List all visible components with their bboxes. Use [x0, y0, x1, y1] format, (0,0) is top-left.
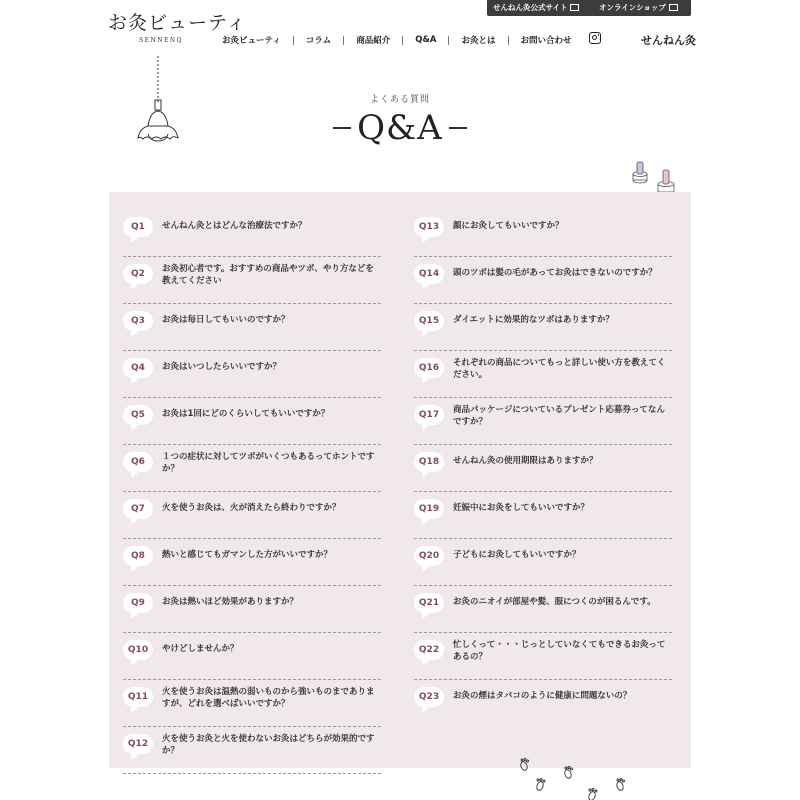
qa-number-badge: Q10 [123, 640, 153, 660]
qa-question: 熱いと感じてもガマンした方がいいですか？ [162, 550, 333, 560]
qa-number-badge: Q4 [123, 358, 153, 378]
qa-item-q7[interactable] [123, 492, 381, 539]
nav-item-contact[interactable]: お問い合わせ [520, 36, 572, 46]
qa-number-badge: Q2 [123, 264, 153, 284]
page-subtitle: よくある質問 [369, 95, 430, 105]
qa-item-q23[interactable] [414, 680, 672, 726]
qa-list-left [123, 210, 381, 774]
qa-number-badge: Q18 [414, 452, 444, 472]
qa-number-badge: Q1 [123, 217, 153, 237]
qa-question: 妊娠中にお灸をしてもいいですか？ [453, 503, 590, 513]
qa-number-badge: Q16 [414, 358, 444, 378]
qa-item-q8[interactable] [123, 539, 381, 586]
qa-number-badge: Q8 [123, 546, 153, 566]
brand-link[interactable]: せんねん灸 [641, 34, 696, 47]
qa-number-badge: Q5 [123, 405, 153, 425]
main-nav [222, 33, 572, 47]
qa-item-q5[interactable] [123, 398, 381, 445]
qa-question: 忙しくって・・・じっとしていなくてもできるお灸ってあるの？ [453, 640, 666, 662]
online-shop-label: オンラインショップ [599, 3, 666, 12]
instagram-icon[interactable] [589, 32, 601, 44]
qa-question: ダイエットに効果的なツボはありますか？ [453, 315, 614, 325]
nav-item-okyu-beauty[interactable]: お灸ビューティ [222, 36, 281, 46]
logo-text: お灸ビューティ [108, 12, 247, 34]
qa-item-q1[interactable] [123, 210, 381, 257]
qa-item-q10[interactable] [123, 633, 381, 680]
qa-item-q11[interactable] [123, 680, 381, 727]
qa-item-q6[interactable] [123, 445, 381, 492]
qa-number-badge: Q14 [414, 264, 444, 284]
nav-item-about[interactable]: お灸とは [461, 36, 496, 46]
nav-divider [402, 36, 403, 45]
qa-question: せんねん灸とはどんな治療法ですか？ [162, 221, 307, 231]
footprints-illustration [516, 758, 636, 800]
qa-item-q13[interactable] [414, 210, 672, 257]
qa-number-badge: Q23 [414, 687, 444, 707]
qa-number-badge: Q6 [123, 452, 153, 472]
qa-number-badge: Q17 [414, 405, 444, 425]
page-title-wrap [0, 108, 800, 148]
qa-item-q4[interactable] [123, 351, 381, 398]
qa-item-q2[interactable] [123, 257, 381, 304]
qa-number-badge: Q21 [414, 593, 444, 613]
nav-item-column[interactable]: コラム [305, 36, 332, 46]
nav-divider [293, 36, 294, 45]
qa-item-q3[interactable] [123, 304, 381, 351]
qa-number-badge: Q15 [414, 311, 444, 331]
qa-question: 子どもにお灸してもいいですか？ [453, 550, 581, 560]
qa-question: やけどしませんか？ [162, 644, 239, 654]
official-site-button[interactable] [487, 0, 595, 16]
qa-question: 頭のツボは髪の毛があってお灸はできないのですか？ [453, 268, 657, 278]
qa-question: 火を使うお灸は温熱の弱いものから強いものまでありますが、どれを選べばいいですか？ [162, 687, 375, 709]
qa-number-badge: Q11 [123, 687, 153, 707]
qa-item-q22[interactable] [414, 633, 672, 680]
qa-item-q12[interactable] [123, 727, 381, 774]
qa-item-q17[interactable] [414, 398, 672, 445]
qa-item-q19[interactable] [414, 492, 672, 539]
qa-question: お灸の煙はタバコのように健康に問題ないの？ [453, 691, 632, 701]
qa-number-badge: Q7 [123, 499, 153, 519]
online-shop-button[interactable] [593, 0, 691, 16]
site-logo[interactable] [108, 8, 247, 46]
external-window-icon [570, 4, 579, 11]
qa-number-badge: Q20 [414, 546, 444, 566]
qa-panel [109, 192, 691, 768]
qa-number-badge: Q12 [123, 734, 153, 754]
qa-number-badge: Q19 [414, 499, 444, 519]
qa-number-badge: Q13 [414, 217, 444, 237]
qa-question: お灸初心者です。おすすめの商品やツボ、やり方などを教えてください [162, 264, 374, 286]
nav-item-qa[interactable]: Q&A [415, 35, 437, 45]
qa-question: 商品パッケージについているプレゼント応募券ってなんですか？ [453, 405, 665, 427]
qa-item-q14[interactable] [414, 257, 672, 304]
nav-item-products[interactable]: 商品紹介 [356, 36, 391, 46]
title-dash-left [333, 127, 351, 128]
qa-number-badge: Q3 [123, 311, 153, 331]
qa-question: お灸はいつしたらいいですか？ [162, 362, 282, 372]
qa-question: 火を使うお灸と火を使わないお灸はどちらが効果的ですか？ [162, 734, 375, 756]
qa-question: お灸は毎日してもいいのですか？ [162, 315, 290, 325]
qa-number-badge: Q22 [414, 640, 444, 660]
qa-list-right [414, 210, 672, 726]
nav-divider [508, 36, 509, 45]
external-window-icon [669, 4, 678, 11]
qa-item-q18[interactable] [414, 445, 672, 492]
qa-item-q20[interactable] [414, 539, 672, 586]
qa-item-q16[interactable] [414, 351, 672, 398]
qa-item-q15[interactable] [414, 304, 672, 351]
title-dash-right [449, 127, 467, 128]
qa-question: １つの症状に対してツボがいくつもあるってホントですか？ [162, 452, 375, 474]
qa-item-q9[interactable] [123, 586, 381, 633]
qa-question: 顔にお灸してもいいですか？ [453, 221, 564, 231]
qa-item-q21[interactable] [414, 586, 672, 633]
qa-question: お灸は1回にどのくらいしてもいいですか？ [162, 409, 330, 419]
qa-question: お灸は熱いほど効果がありますか？ [162, 597, 299, 607]
nav-divider [343, 36, 344, 45]
official-site-label: せんねん灸公式サイト [493, 3, 568, 12]
page-title: Q&A [357, 108, 443, 148]
qa-question: お灸のニオイが部屋や髪、服につくのが困るんです。 [453, 597, 656, 607]
nav-divider [448, 36, 449, 45]
logo-subtext: SENNENQ [139, 37, 184, 44]
qa-question: それぞれの商品についてもっと詳しい使い方を教えてください。 [453, 358, 666, 380]
qa-number-badge: Q9 [123, 593, 153, 613]
qa-question: 火を使うお灸は、火が消えたら終わりですか？ [162, 503, 341, 513]
qa-question: せんねん灸の使用期限はありますか？ [453, 456, 598, 466]
